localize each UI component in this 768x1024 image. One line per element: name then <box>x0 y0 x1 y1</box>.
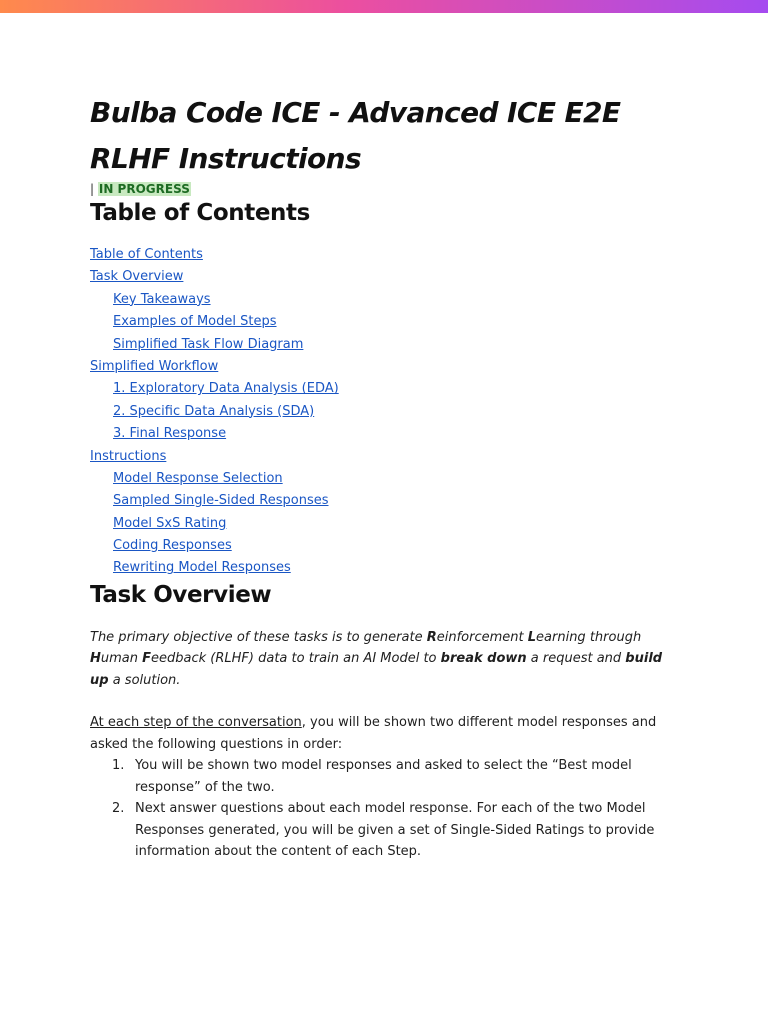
toc-link[interactable]: Sampled Single-Sided Responses <box>113 493 329 509</box>
task-overview-heading: Task Overview <box>90 581 272 608</box>
toc-link[interactable]: Examples of Model Steps <box>113 314 277 330</box>
toc-item <box>90 490 680 512</box>
toc-link[interactable]: Coding Responses <box>113 538 232 554</box>
overview-intro-paragraph <box>90 627 680 692</box>
toc-item <box>90 557 680 579</box>
list-item <box>90 755 680 798</box>
toc-item <box>90 244 680 266</box>
gradient-top-bar <box>0 0 768 13</box>
toc-link[interactable]: Instructions <box>90 448 167 464</box>
step-intro-paragraph <box>90 712 680 755</box>
toc-link[interactable]: Simplified Task Flow Diagram <box>113 336 304 352</box>
status-badge: IN PROGRESS <box>98 182 190 196</box>
toc-item <box>90 423 680 445</box>
toc-item <box>90 446 680 468</box>
toc-item <box>90 513 680 535</box>
intro-text: a solution. <box>108 672 181 688</box>
toc-item <box>90 289 680 311</box>
list-item <box>90 798 680 863</box>
toc-item <box>90 468 680 490</box>
document-body <box>90 90 680 863</box>
intro-bold-phrase: build up <box>90 651 663 688</box>
steps-list <box>90 755 680 863</box>
toc-item <box>90 266 680 288</box>
intro-text: eedback (RLHF) data to train an AI Model to <box>151 651 441 667</box>
intro-bold-letter: H <box>90 651 101 667</box>
intro-bold-phrase: break down <box>440 651 527 667</box>
list-item-number: 2. <box>112 801 125 817</box>
intro-text: The primary objective of these tasks is to generate <box>90 629 427 645</box>
toc-link[interactable]: 2. Specific Data Analysis (SDA) <box>113 403 315 419</box>
toc-link[interactable]: Key Takeaways <box>113 291 211 307</box>
intro-bold-letter: L <box>527 629 537 645</box>
toc-item <box>90 334 680 356</box>
step-intro-underlined: At each step of the conversation <box>90 715 302 731</box>
toc-item <box>90 401 680 423</box>
intro-bold-letter: F <box>142 651 152 667</box>
toc-item <box>90 356 680 378</box>
intro-text: a request and <box>526 651 626 667</box>
list-item-text: You will be shown two model responses and asked to select the “Best model response” of the two. <box>135 758 632 795</box>
toc-item <box>90 378 680 400</box>
list-item-number: 1. <box>112 758 125 774</box>
toc-item <box>90 535 680 557</box>
toc-link[interactable]: Model SxS Rating <box>113 515 227 531</box>
table-of-contents <box>90 244 680 580</box>
toc-link[interactable]: Rewriting Model Responses <box>113 560 291 576</box>
status-line <box>90 180 680 198</box>
toc-item <box>90 311 680 333</box>
toc-link[interactable]: Table of Contents <box>90 247 203 262</box>
toc-link[interactable]: 1. Exploratory Data Analysis (EDA) <box>113 381 339 397</box>
toc-link[interactable]: Simplified Workflow <box>90 358 219 374</box>
intro-text: earning through <box>536 629 642 645</box>
status-separator: | <box>90 182 95 196</box>
page-title: Bulba Code ICE - Advanced ICE E2E RLHF Instructions <box>90 96 621 175</box>
intro-text: einforcement <box>436 629 528 645</box>
intro-text: uman <box>100 651 143 667</box>
intro-bold-letter: R <box>426 629 437 645</box>
list-item-text: Next answer questions about each model response. For each of the two Model Responses generated, you will be given a set of Single-Sided Ratings to provide information about the content of each Step. <box>135 801 655 860</box>
step-intro-text: , you will be shown two different model responses and asked the following questions in order: <box>90 715 657 752</box>
toc-heading: Table of Contents <box>90 200 310 226</box>
toc-link[interactable]: Model Response Selection <box>113 470 283 486</box>
toc-link[interactable]: 3. Final Response <box>113 426 227 442</box>
toc-link[interactable]: Task Overview <box>90 269 184 285</box>
